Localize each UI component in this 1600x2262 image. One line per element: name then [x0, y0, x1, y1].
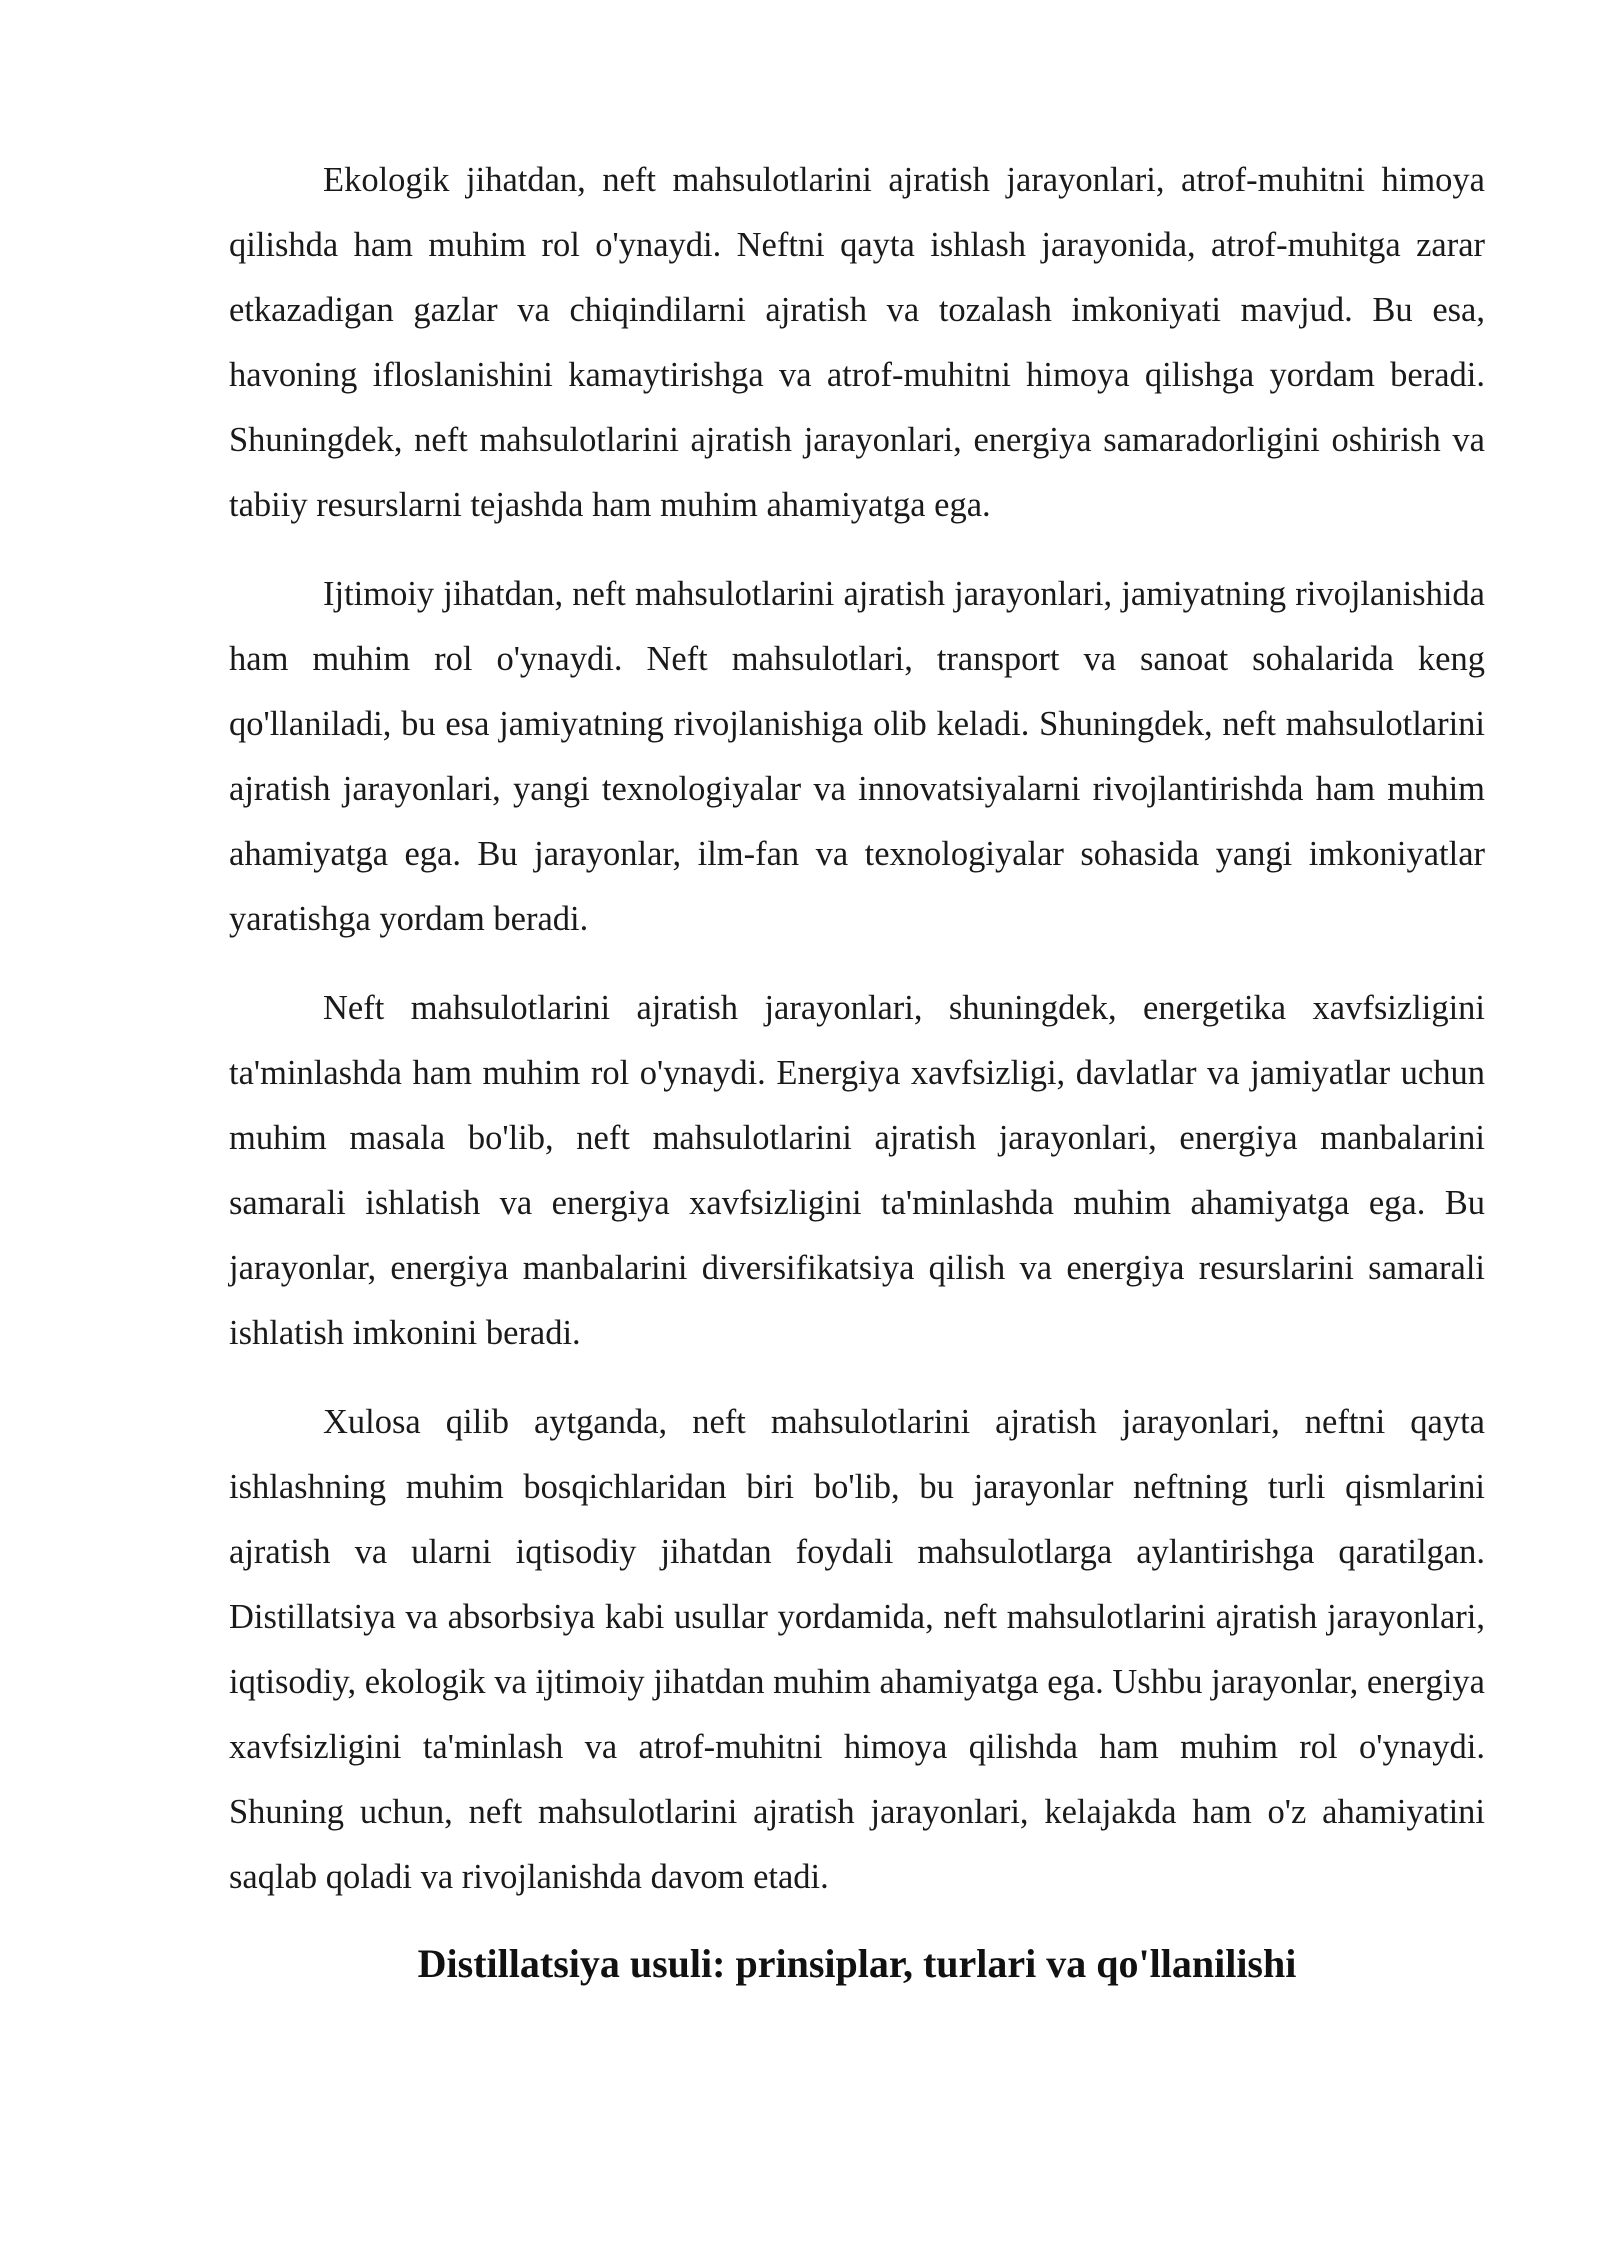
- paragraph-ecological: Ekologik jihatdan, neft mahsulotlarini ajratish jarayonlari, atrof-muhitni himoya qilishda ham muhim rol o'ynaydi. Neftni qayta ishlash jarayonida, atrof-muhitga zarar etkazadigan gazlar va chiqindilarni ajratish va tozalash imkoniyati mavjud. Bu esa, havoning ifloslanishini kamaytirishga va atrof-muhitni himoya qilishga yordam beradi. Shuningdek, neft mahsulotlarini ajratish jarayonlari, energiya samaradorligini oshirish va tabiiy resurslarni tejashda ham muhim ahamiyatga ega.: [229, 161, 1485, 524]
- document-body: [229, 148, 1485, 1994]
- paragraph-conclusion: Xulosa qilib aytganda, neft mahsulotlarini ajratish jarayonlari, neftni qayta ishlashning muhim bosqichlaridan biri bo'lib, bu jarayonlar neftning turli qismlarini ajratish va ularni iqtisodiy jihatdan foydali mahsulotlarga aylantirishga qaratilgan. Distillatsiya va absorbsiya kabi usullar yordamida, neft mahsulotlarini ajratish jarayonlari, iqtisodiy, ekologik va ijtimoiy jihatdan muhim ahamiyatga ega. Ushbu jarayonlar, energiya xavfsizligini ta'minlash va atrof-muhitni himoya qilishda ham muhim rol o'ynaydi. Shuning uchun, neft mahsulotlarini ajratish jarayonlari, kelajakda ham o'z ahamiyatini saqlab qoladi va rivojlanishda davom etadi.: [229, 1403, 1485, 1896]
- paragraph-energy-security: Neft mahsulotlarini ajratish jarayonlari, shuningdek, energetika xavfsizligini ta'minlashda ham muhim rol o'ynaydi. Energiya xavfsizligi, davlatlar va jamiyatlar uchun muhim masala bo'lib, neft mahsulotlarini ajratish jarayonlari, energiya manbalarini samarali ishlatish va energiya xavfsizligini ta'minlashda muhim ahamiyatga ega. Bu jarayonlar, energiya manbalarini diversifikatsiya qilish va energiya resurslarini samarali ishlatish imkonini beradi.: [229, 989, 1485, 1352]
- section-heading: Distillatsiya usuli: prinsiplar, turlari va qo'llanilishi: [417, 1941, 1297, 1986]
- paragraph-social: Ijtimoiy jihatdan, neft mahsulotlarini ajratish jarayonlari, jamiyatning rivojlanishida ham muhim rol o'ynaydi. Neft mahsulotlari, transport va sanoat sohalarida keng qo'llaniladi, bu esa jamiyatning rivojlanishiga olib keladi. Shuningdek, neft mahsulotlarini ajratish jarayonlari, yangi texnologiyalar va innovatsiyalarni rivojlantirishda ham muhim ahamiyatga ega. Bu jarayonlar, ilm-fan va texnologiyalar sohasida yangi imkoniyatlar yaratishga yordam beradi.: [229, 575, 1485, 938]
